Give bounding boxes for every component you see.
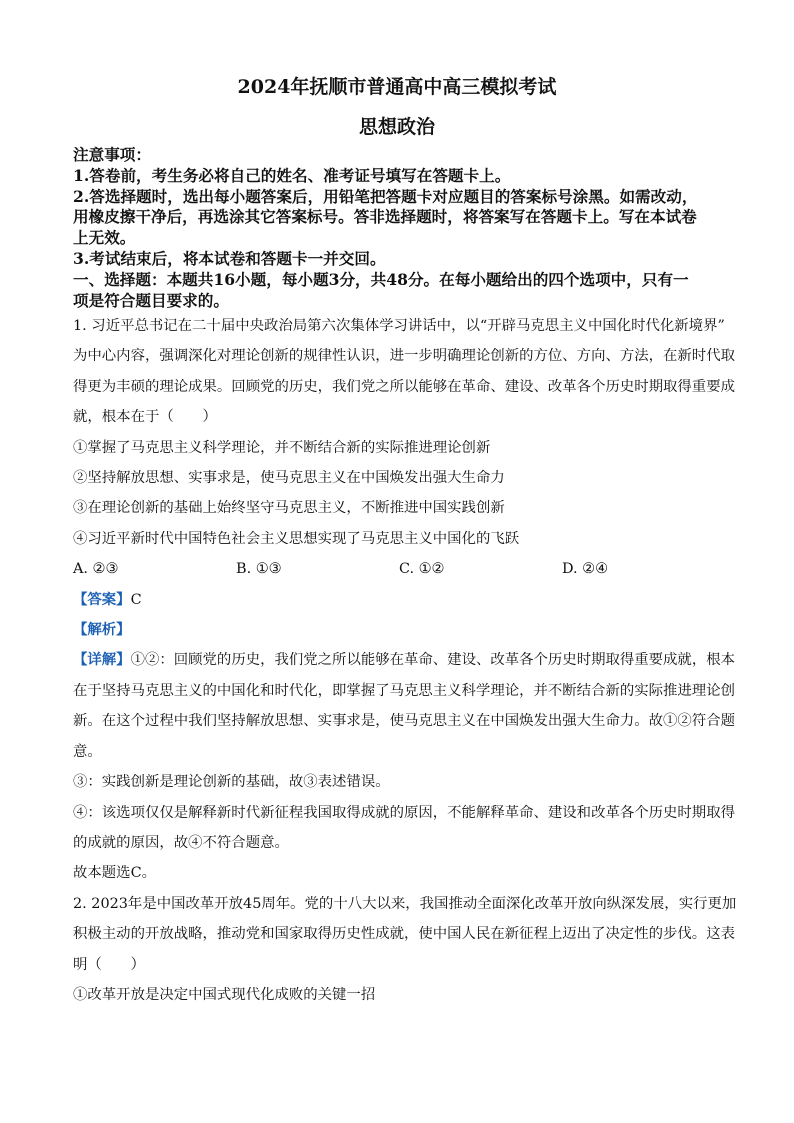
choice-b: B. ①③ <box>236 561 282 578</box>
detail-label: 【详解】 <box>73 651 131 669</box>
statement: ③在理论创新的基础上始终坚守马克思主义，不断推进中国实践创新 <box>73 500 505 517</box>
statement: ④习近平新时代中国特色社会主义思想实现了马克思主义中国化的飞跃 <box>73 530 520 547</box>
answer-value: C <box>130 591 142 608</box>
question-stem: 得更为丰硕的理论成果。回顾党的历史，我们党之所以能够在革命、建设、改革各个历史时期取得重要成 <box>73 378 735 395</box>
section-heading: 项是符合题目要求的。 <box>73 290 229 310</box>
statement: ①掌握了马克思主义科学理论，并不断结合新的实际推进理论创新 <box>73 439 491 456</box>
detail-text: 的成就的原因，故④不符合题意。 <box>73 834 289 851</box>
exam-notes <box>73 145 697 311</box>
choice-c: C. ①② <box>399 561 445 578</box>
subject-title: 思想政治 <box>358 116 435 138</box>
detail-text: ③：实践创新是理论创新的基础，故③表述错误。 <box>73 774 390 791</box>
detail-text: 在于坚持马克思主义的中国化和时代化，即掌握了马克思主义科学理论，并不断结合新的实际推进理论创 <box>73 682 735 699</box>
question-body <box>73 311 736 1010</box>
statement: ①改革开放是决定中国式现代化成败的关键一招 <box>73 986 376 1003</box>
choice-a: A. ②③ <box>73 561 119 578</box>
question-stem: 为中心内容，强调深化对理论创新的规律性认识，进一步明确理论创新的方位、方向、方法，在新时代取 <box>73 348 735 365</box>
page-title: 2024年抚顺市普通高中高三模拟考试 <box>237 76 557 98</box>
answer-choices <box>73 554 736 584</box>
answer-label: 【答案】 <box>73 590 131 608</box>
question-stem: 就，根本在于（ ） <box>73 409 217 426</box>
notes-line: 上无效。 <box>73 228 136 248</box>
question-1 <box>73 311 736 889</box>
detail-text: 新。在这个过程中我们坚持解放思想、实事求是，使马克思主义在中国焕发出强大生命力。故①②符合题 <box>73 713 735 730</box>
question-stem: 1. 习近平总书记在二十届中央政治局第六次集体学习讲话中，以“开辟马克思主义中国化时代化新境界” <box>73 318 725 334</box>
question-stem: 明（ ） <box>73 956 145 973</box>
section-heading: 一、选择题：本题共16小题，每小题3分，共48分。在每小题给出的四个选项中，只有一 <box>73 269 689 289</box>
notes-line: 注意事项： <box>73 145 151 164</box>
question-2 <box>73 889 736 1011</box>
answer-line <box>73 585 736 615</box>
question-stem: 2. 2023年是中国改革开放45周年。党的十八大以来，我国推动全面深化改革开放向纵深发展，实行更加 <box>73 895 737 912</box>
question-stem: 积极主动的开放战略，推动党和国家取得历史性成就，使中国人民在新征程上迈出了决定性的步伐。这表 <box>73 926 735 943</box>
notes-line: 用橡皮擦干净后，再选涂其它答案标号。答非选择题时，将答案写在答题卡上。写在本试卷 <box>73 207 697 227</box>
statement: ②坚持解放思想、实事求是，使马克思主义在中国焕发出强大生命力 <box>73 470 505 487</box>
notes-line: 2.答选择题时，选出每小题答案后，用铅笔把答题卡对应题目的答案标号涂黑。如需改动， <box>73 186 698 206</box>
notes-line: 1.答卷前，考生务必将自己的姓名、准考证号填写在答题卡上。 <box>73 165 511 185</box>
detail-line <box>73 645 736 675</box>
analysis-label: 【解析】 <box>73 621 131 639</box>
detail-text: ④：该选项仅仅是解释新时代新征程我国取得成就的原因，不能解释革命、建设和改革各个历史时期取得 <box>73 804 735 821</box>
choice-d: D. ②④ <box>562 561 608 578</box>
notes-line: 3.考试结束后，将本试卷和答题卡一并交回。 <box>73 248 386 268</box>
conclusion: 故本题选C。 <box>73 865 156 882</box>
detail-text: ①②：回顾党的历史，我们党之所以能够在革命、建设、改革各个历史时期取得重要成就，根本 <box>130 652 735 669</box>
detail-text: 意。 <box>73 743 102 760</box>
